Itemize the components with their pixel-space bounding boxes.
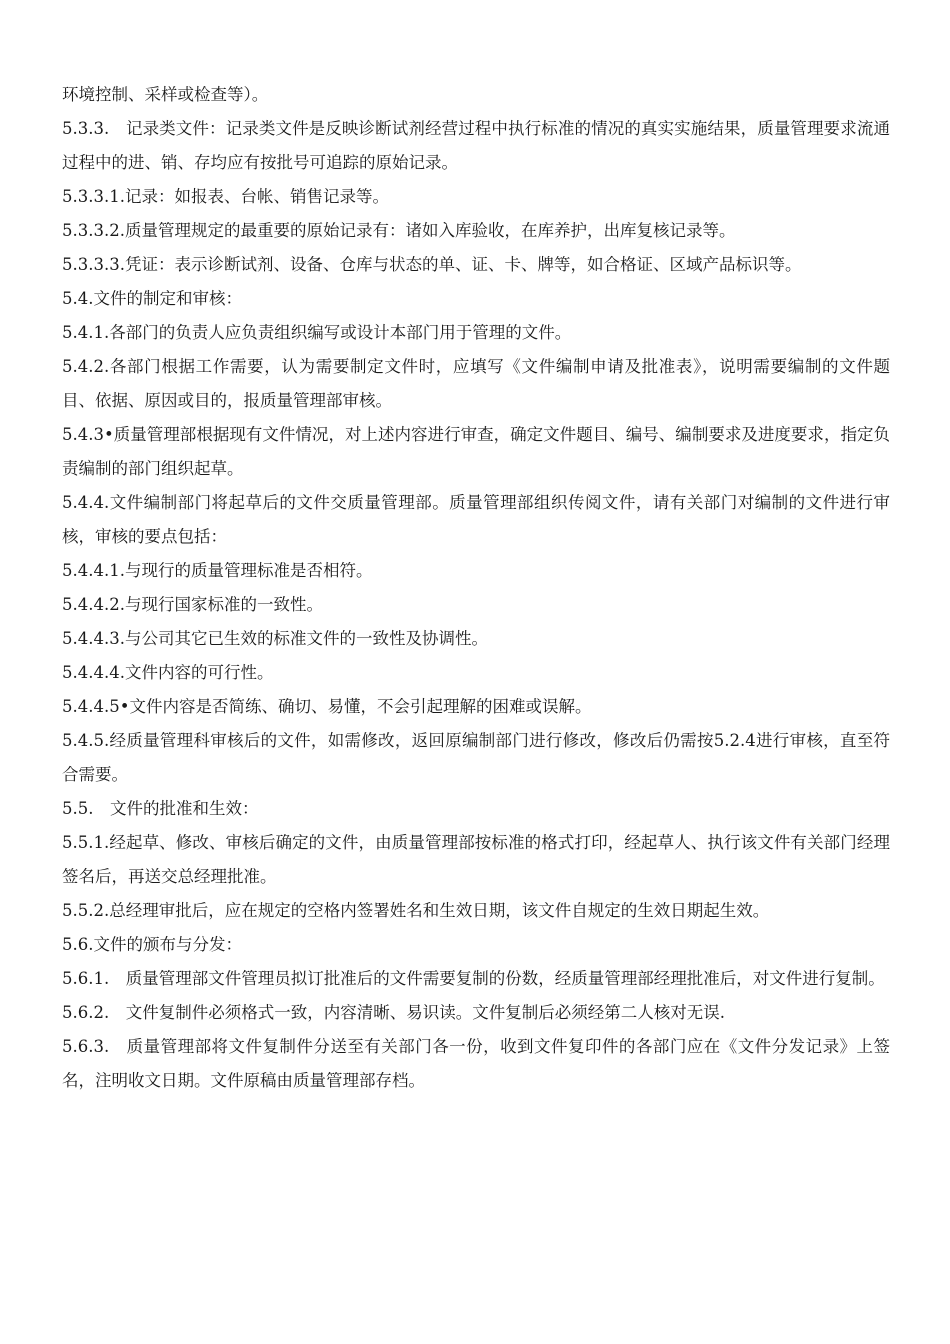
document-body — [62, 78, 890, 1098]
paragraph: 5.3.3. 记录类文件：记录类文件是反映诊断试剂经营过程中执行标准的情况的真实实施结果，质量管理要求流通过程中的进、销、存均应有按批号可追踪的原始记录。 — [62, 119, 890, 172]
paragraph: 5.4.3•质量管理部根据现有文件情况，对上述内容进行审查，确定文件题目、编号、编制要求及进度要求，指定负责编制的部门组织起草。 — [62, 425, 890, 478]
paragraph: 5.4.2.各部门根据工作需要，认为需要制定文件时，应填写《文件编制申请及批准表》，说明需要编制的文件题目、依据、原因或目的，报质量管理部审核。 — [62, 357, 890, 410]
paragraph: 5.4.4.1.与现行的质量管理标准是否相符。 — [62, 561, 373, 580]
paragraph: 5.4.4.5•文件内容是否简练、确切、易懂，不会引起理解的困难或误解。 — [62, 697, 592, 716]
paragraph: 5.4.4.3.与公司其它已生效的标准文件的一致性及协调性。 — [62, 629, 488, 648]
paragraph: 5.3.3.3.凭证：表示诊断试剂、设备、仓库与状态的单、证、卡、牌等，如合格证、区域产品标识等。 — [62, 255, 802, 274]
section-heading: 5.6.文件的颁布与分发： — [62, 935, 242, 954]
paragraph: 5.5.2.总经理审批后，应在规定的空格内签署姓名和生效日期，该文件自规定的生效日期起生效。 — [62, 901, 770, 920]
paragraph: 5.6.1. 质量管理部文件管理员拟订批准后的文件需要复制的份数，经质量管理部经理批准后，对文件进行复制。 — [62, 969, 885, 988]
paragraph: 环境控制、采样或检查等）。 — [62, 85, 269, 104]
paragraph: 5.4.5.经质量管理科审核后的文件，如需修改，返回原编制部门进行修改，修改后仍需按5.2.4进行审核，直至符合需要。 — [62, 731, 890, 784]
paragraph: 5.4.4.2.与现行国家标准的一致性。 — [62, 595, 323, 614]
paragraph: 5.4.4.4.文件内容的可行性。 — [62, 663, 274, 682]
paragraph: 5.4.1.各部门的负责人应负责组织编写或设计本部门用于管理的文件。 — [62, 323, 572, 342]
section-heading: 5.4.文件的制定和审核： — [62, 289, 242, 308]
paragraph: 5.3.3.2.质量管理规定的最重要的原始记录有：诸如入库验收，在库养护，出库复核记录等。 — [62, 221, 736, 240]
paragraph: 5.4.4.文件编制部门将起草后的文件交质量管理部。质量管理部组织传阅文件，请有关部门对编制的文件进行审核，审核的要点包括： — [62, 493, 890, 546]
paragraph: 5.3.3.1.记录：如报表、台帐、销售记录等。 — [62, 187, 389, 206]
paragraph: 5.6.3. 质量管理部将文件复制件分送至有关部门各一份，收到文件复印件的各部门应在《文件分发记录》上签名，注明收文日期。文件原稿由质量管理部存档。 — [62, 1037, 890, 1090]
paragraph: 5.6.2. 文件复制件必须格式一致，内容清晰、易识读。文件复制后必须经第二人核对无误. — [62, 1003, 725, 1022]
section-heading: 5.5. 文件的批准和生效： — [62, 799, 259, 818]
paragraph: 5.5.1.经起草、修改、审核后确定的文件，由质量管理部按标准的格式打印，经起草人、执行该文件有关部门经理签名后，再送交总经理批准。 — [62, 833, 890, 886]
